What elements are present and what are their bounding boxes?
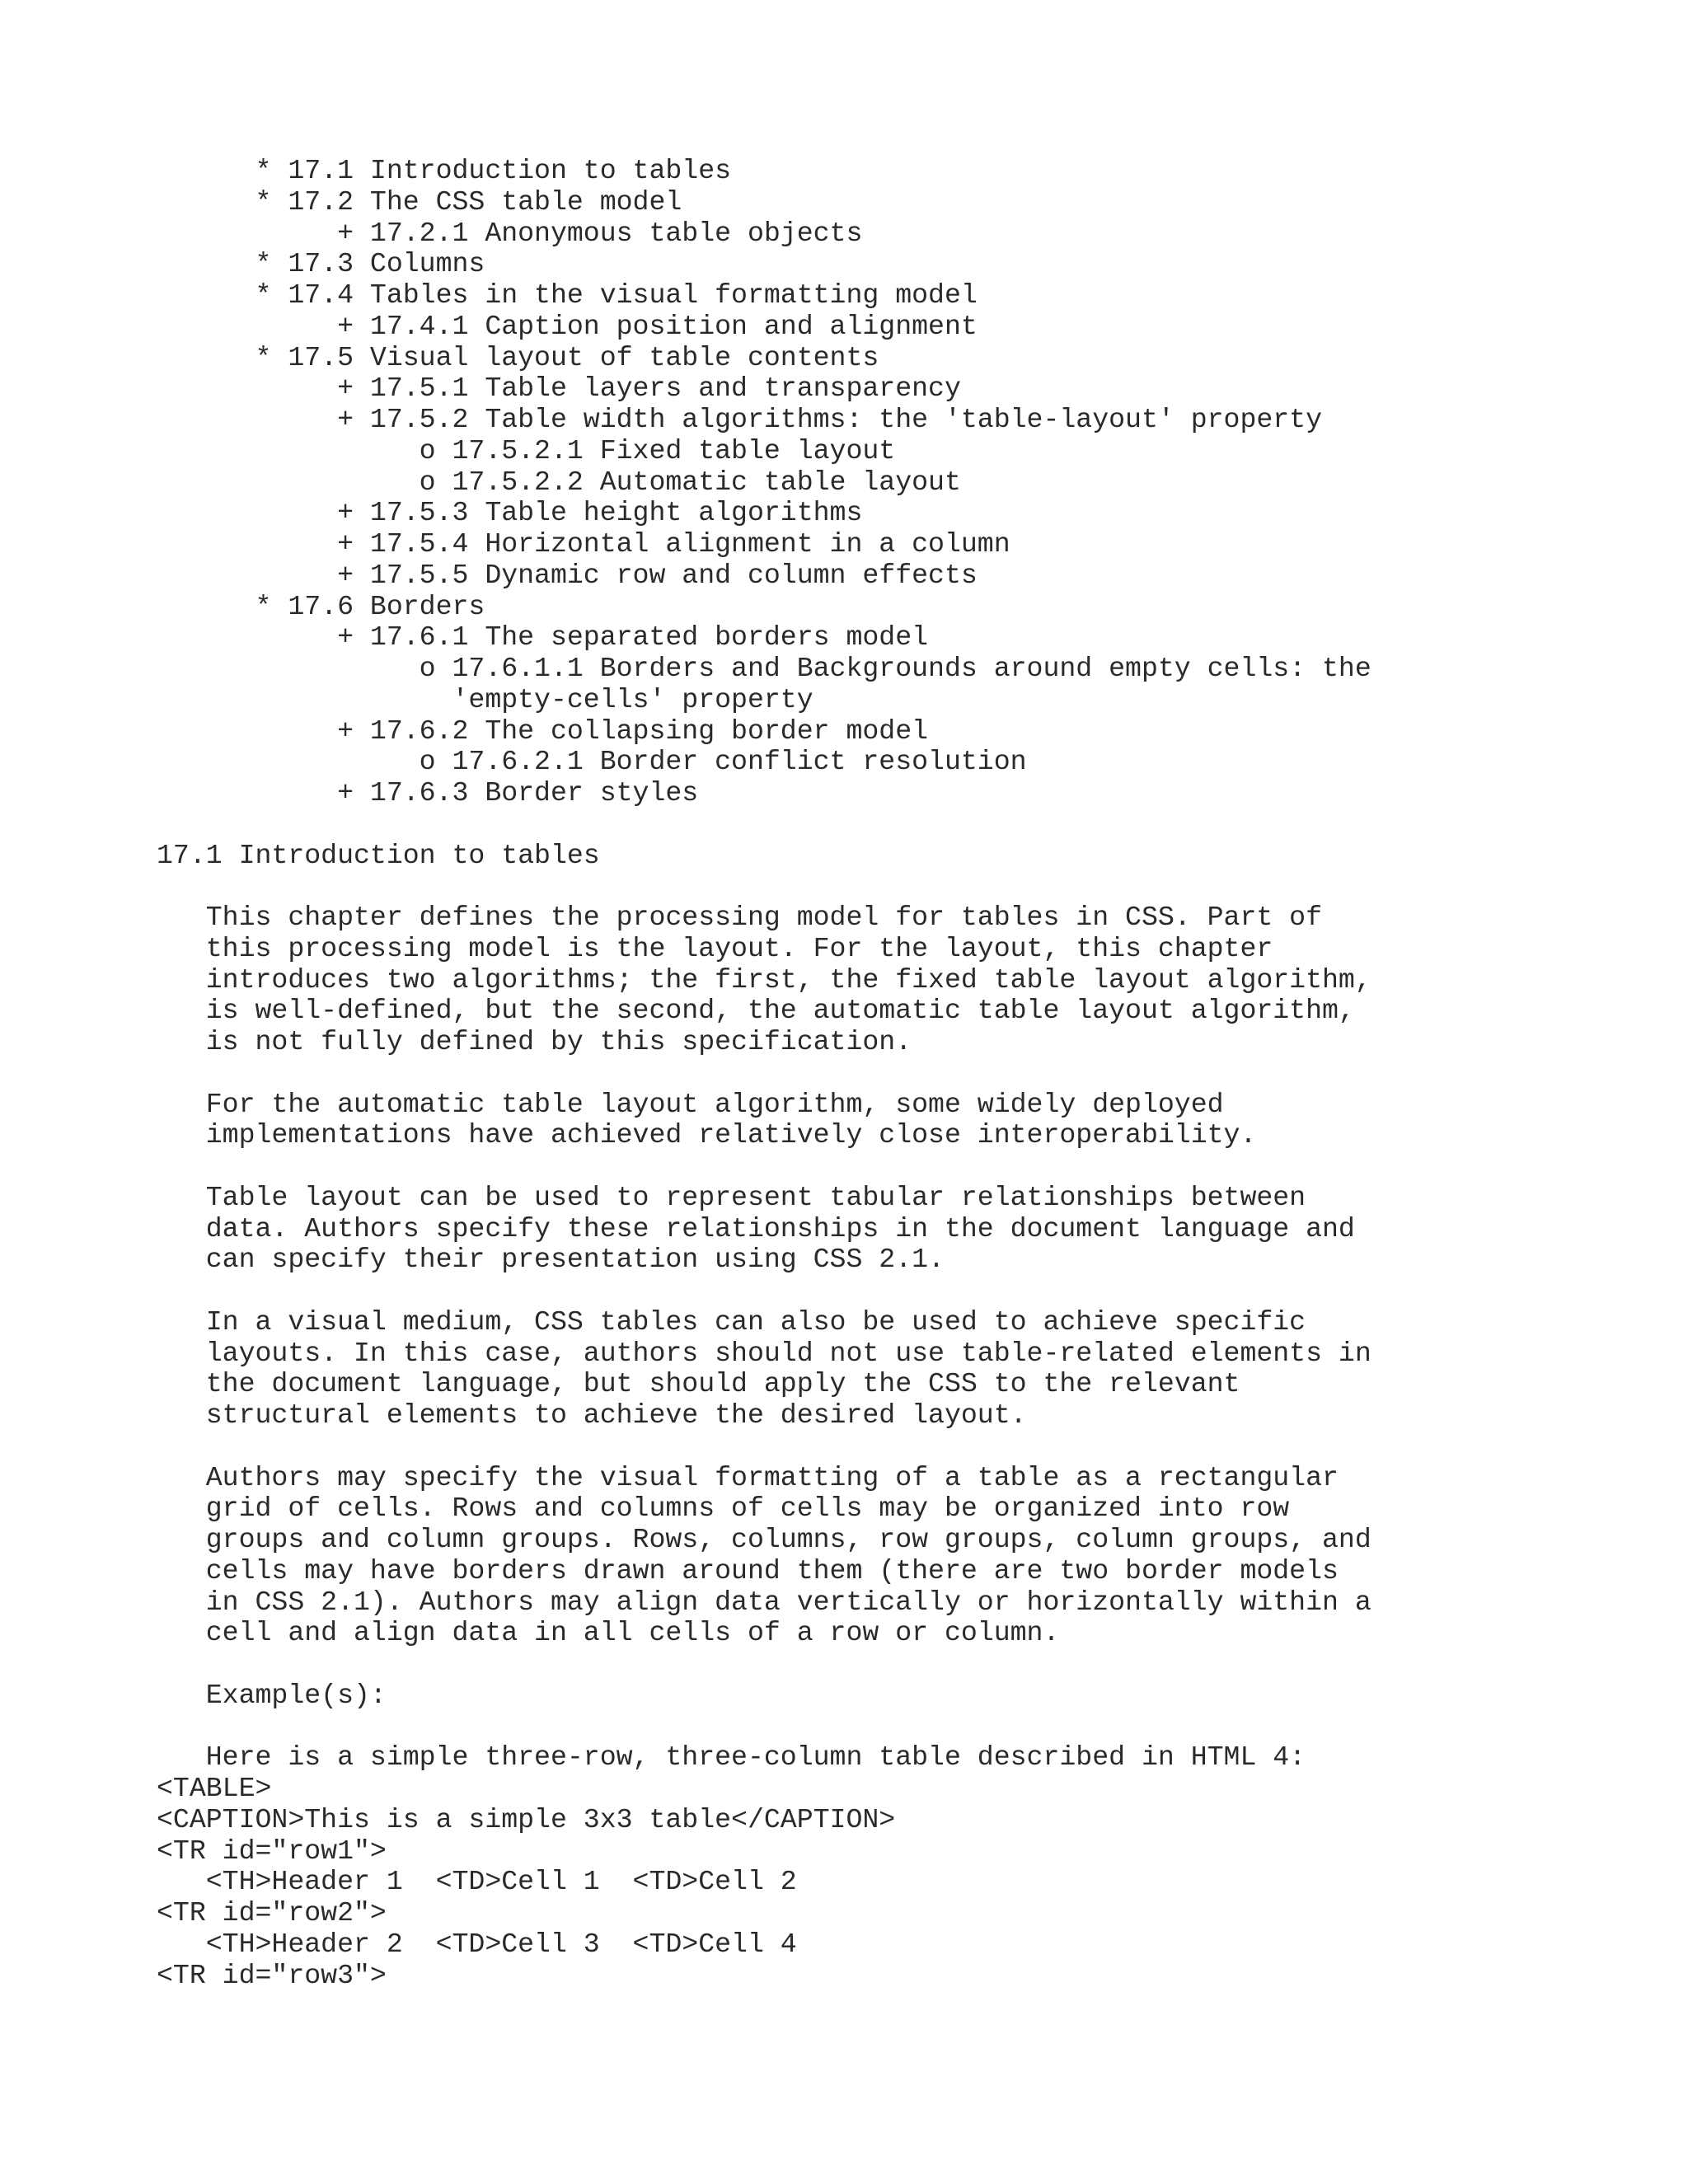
paragraph-line: this processing model is the layout. For the layout, this chapter xyxy=(157,932,1273,964)
blank-line xyxy=(157,871,1372,902)
code-line: <TR id="row3"> xyxy=(157,1959,387,1991)
paragraph-line: is well-defined, but the second, the automatic table layout algorithm, xyxy=(157,995,1355,1027)
paragraph-line: introduces two algorithms; the first, the fixed table layout algorithm, xyxy=(157,963,1372,996)
toc-entry: + 17.5.3 Table height algorithms xyxy=(157,497,863,529)
paragraph-line: can specify their presentation using CSS 2.1. xyxy=(157,1244,945,1276)
paragraph-line: Table layout can be used to represent tabular relationships between xyxy=(157,1181,1306,1213)
paragraph-line: groups and column groups. Rows, columns, row groups, column groups, and xyxy=(157,1524,1372,1555)
paragraph-line: Authors may specify the visual formatting of a table as a rectangular xyxy=(157,1461,1339,1493)
toc-entry: + 17.6.3 Border styles xyxy=(157,777,699,808)
code-line: <TR id="row1"> xyxy=(157,1835,387,1867)
blank-line xyxy=(157,1649,1372,1680)
section-heading: 17.1 Introduction to tables xyxy=(157,839,600,871)
blank-line xyxy=(157,1151,1372,1183)
code-line: <TABLE> xyxy=(157,1773,272,1804)
toc-entry: o 17.6.2.1 Border conflict resolution xyxy=(157,746,1027,778)
paragraph-line: For the automatic table layout algorithm, some widely deployed xyxy=(157,1088,1224,1120)
toc-entry: + 17.4.1 Caption position and alignment xyxy=(157,310,978,342)
paragraph-line: cell and align data in all cells of a row or column. xyxy=(157,1617,1060,1649)
paragraph-line: cells may have borders drawn around them (there are two border models xyxy=(157,1554,1339,1586)
code-line: <TH>Header 2 <TD>Cell 3 <TD>Cell 4 xyxy=(157,1928,797,1960)
paragraph-line: implementations have achieved relatively close interoperability. xyxy=(157,1119,1257,1151)
toc-entry: + 17.6.1 The separated borders model xyxy=(157,621,929,654)
toc-entry: * 17.1 Introduction to tables xyxy=(157,155,732,186)
toc-entry: + 17.6.2 The collapsing border model xyxy=(157,715,929,747)
paragraph-line: is not fully defined by this specification. xyxy=(157,1026,912,1057)
toc-entry: o 17.6.1.1 Borders and Backgrounds around empty cells: the xyxy=(157,653,1372,684)
blank-line xyxy=(157,1712,1372,1743)
blank-line xyxy=(157,809,1372,841)
toc-entry: + 17.5.5 Dynamic row and column effects xyxy=(157,559,978,591)
toc-entry: * 17.4 Tables in the visual formatting model xyxy=(157,279,978,311)
paragraph-line: layouts. In this case, authors should not use table-related elements in xyxy=(157,1337,1372,1369)
toc-entry: * 17.3 Columns xyxy=(157,248,485,280)
code-line: <CAPTION>This is a simple 3x3 table</CAPTION> xyxy=(157,1803,896,1835)
blank-line xyxy=(157,1432,1372,1463)
toc-entry: * 17.6 Borders xyxy=(157,590,485,622)
paragraph-line: grid of cells. Rows and columns of cells may be organized into row xyxy=(157,1493,1290,1525)
paragraph-line: Example(s): xyxy=(157,1679,387,1711)
paragraph-line: data. Authors specify these relationships in the document language and xyxy=(157,1212,1355,1244)
paragraph-line: This chapter defines the processing model for tables in CSS. Part of xyxy=(157,902,1323,933)
toc-entry: * 17.5 Visual layout of table contents xyxy=(157,341,879,373)
toc-entry: o 17.5.2.2 Automatic table layout xyxy=(157,466,961,498)
blank-line xyxy=(157,1276,1372,1307)
code-line: <TH>Header 1 <TD>Cell 1 <TD>Cell 2 xyxy=(157,1866,797,1898)
paragraph-line: structural elements to achieve the desired layout. xyxy=(157,1399,1027,1431)
toc-entry: + 17.5.4 Horizontal alignment in a column xyxy=(157,528,1010,560)
paragraph-line: the document language, but should apply the CSS to the relevant xyxy=(157,1368,1240,1400)
paragraph-line: 'empty-cells' property xyxy=(157,683,814,715)
code-line: <TR id="row2"> xyxy=(157,1897,387,1929)
blank-line xyxy=(157,1058,1372,1090)
paragraph-line: In a visual medium, CSS tables can also be used to achieve specific xyxy=(157,1305,1306,1338)
toc-entry: + 17.5.2 Table width algorithms: the 'table-layout' property xyxy=(157,404,1323,435)
toc-entry: + 17.2.1 Anonymous table objects xyxy=(157,217,863,249)
paragraph-line: Here is a simple three-row, three-column table described in HTML 4: xyxy=(157,1741,1306,1774)
document-text xyxy=(157,156,1372,1991)
toc-entry: + 17.5.1 Table layers and transparency xyxy=(157,373,961,405)
toc-entry: o 17.5.2.1 Fixed table layout xyxy=(157,434,896,466)
toc-entry: * 17.2 The CSS table model xyxy=(157,185,682,218)
paragraph-line: in CSS 2.1). Authors may align data vertically or horizontally within a xyxy=(157,1586,1372,1618)
